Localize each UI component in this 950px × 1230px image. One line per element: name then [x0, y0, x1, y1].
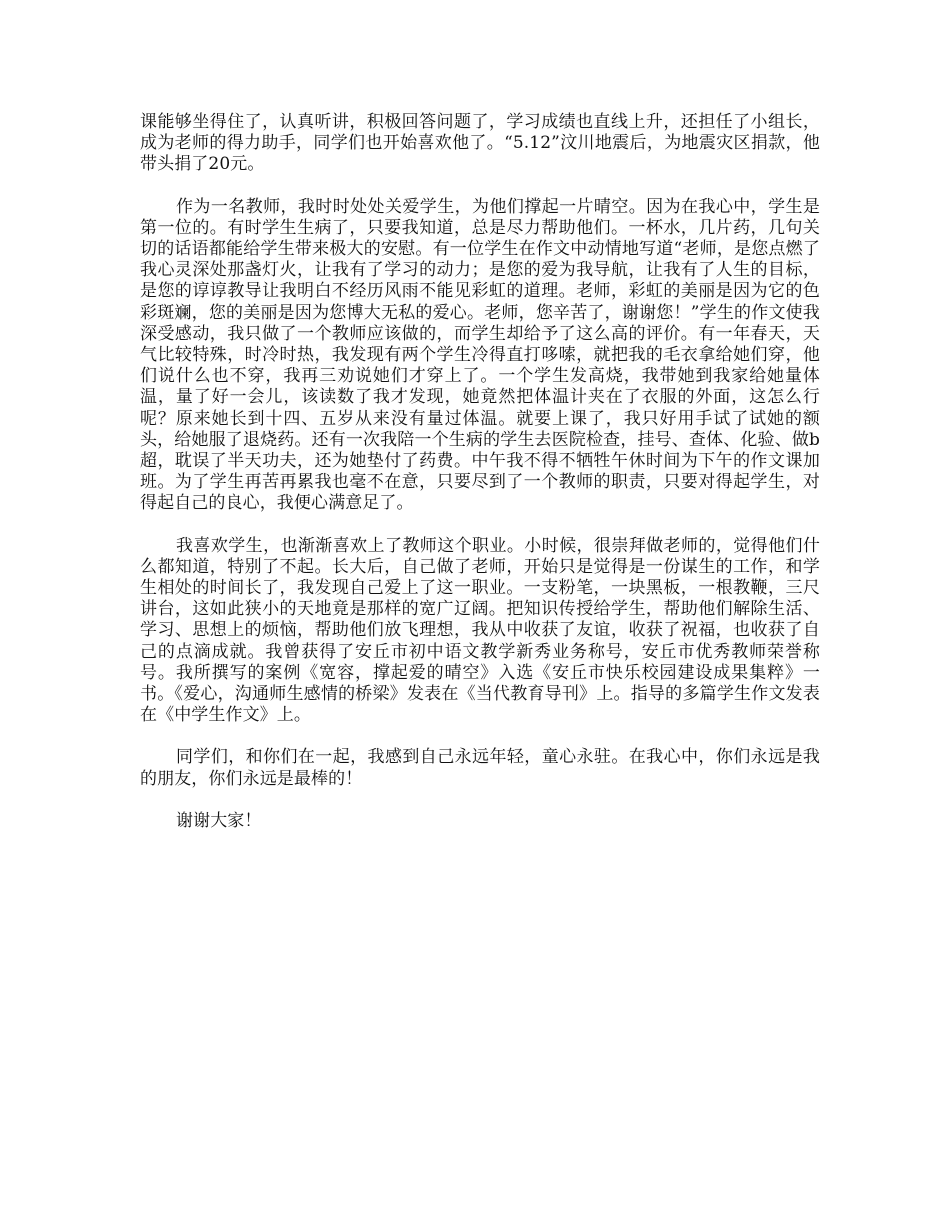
paragraph-3: 我喜欢学生，也渐渐喜欢上了教师这个职业。小时候，很崇拜做老师的，觉得他们什么都知道，特别了不起。长大后，自己做了老师，开始只是觉得是一份谋生的工作，和学生相处的时间长了，我发现自己爱上了这一职业。一支粉笔，一块黑板，一根教鞭，三尺讲台，这如此狭小的天地竟是那样的宽广辽阔。把知识传授给学生，帮助他们解除生活、学习、思想上的烦恼，帮助他们放飞理想，我从中收获了友谊，收获了祝福，也收获了自己的点滴成就。我曾获得了安丘市初中语文教学新秀业务称号，安丘市优秀教师荣誉称号。我所撰写的案例《宽容，撑起爱的晴空》入选《安丘市快乐校园建设成果集粹》一书。《爱心，沟通师生感情的桥梁》发表在《当代教育导刊》上。指导的多篇学生作文发表在《中学生作文》上。 [140, 535, 820, 726]
paragraph-5: 谢谢大家！ [176, 810, 262, 831]
document-body [140, 112, 820, 853]
paragraph-4: 同学们，和你们在一起，我感到自己永远年轻，童心永驻。在我心中，你们永远是我的朋友，你们永远是最棒的！ [140, 747, 820, 789]
paragraph-1: 课能够坐得住了，认真听讲，积极回答问题了，学习成绩也直线上升，还担任了小组长，成为老师的得力助手，同学们也开始喜欢他了。“5.12”汶川地震后，为地震灾区捐款，他带头捐了20元。 [140, 112, 820, 175]
paragraph-2: 作为一名教师，我时时处处关爱学生，为他们撑起一片晴空。因为在我心中，学生是第一位的。有时学生生病了，只要我知道，总是尽力帮助他们。一杯水，几片药，几句关切的话语都能给学生带来极大的安慰。有一位学生在作文中动情地写道“老师，是您点燃了我心灵深处那盏灯火，让我有了学习的动力；是您的爱为我导航，让我有了人生的目标，是您的谆谆教导让我明白不经历风雨不能见彩虹的道理。老师，彩虹的美丽是因为它的色彩斑斓，您的美丽是因为您博大无私的爱心。老师，您辛苦了，谢谢您！”学生的作文使我深受感动，我只做了一个教师应该做的，而学生却给予了这么高的评价。有一年春天，天气比较特殊，时冷时热，我发现有两个学生冷得直打哆嗦，就把我的毛衣拿给她们穿，他们说什么也不穿，我再三劝说她们才穿上了。一个学生发高烧，我带她到我家给她量体温，量了好一会儿，该读数了我才发现，她竟然把体温计夹在了衣服的外面，这怎么行呢？原来她长到十四、五岁从来没有量过体温。就要上课了，我只好用手试了试她的额头，给她服了退烧药。还有一次我陪一个生病的学生去医院检查，挂号、查体、化验、做b超，耽误了半天功夫，还为她垫付了药费。中午我不得不牺牲午休时间为下午的作文课加班。为了学生再苦再累我也毫不在意，只要尽到了一个教师的职责，只要对得起学生，对得起自己的良心，我便心满意足了。 [140, 196, 820, 514]
